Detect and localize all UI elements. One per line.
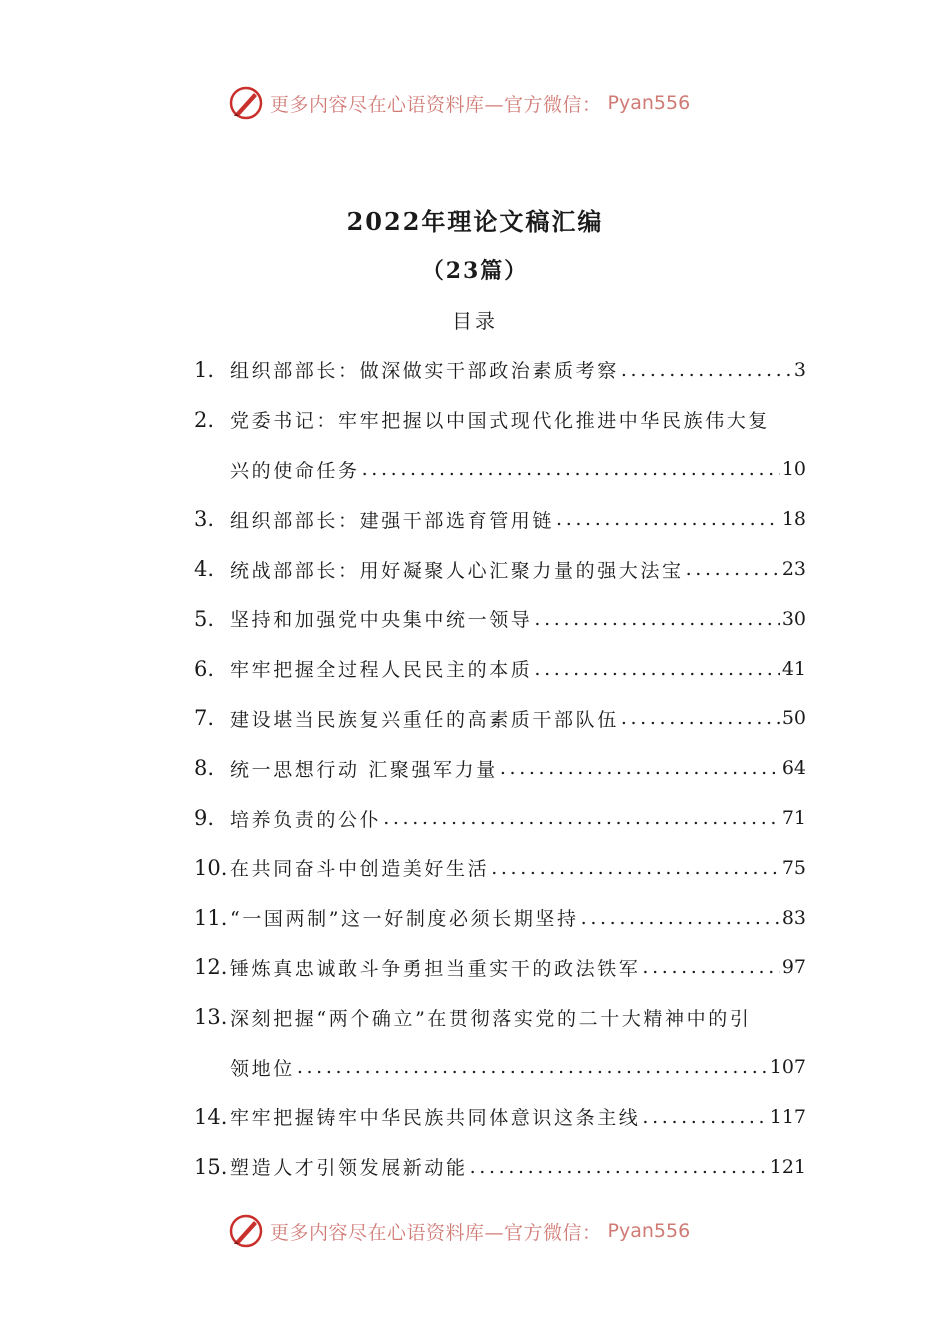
toc-entry-page: 83 bbox=[781, 906, 806, 929]
toc-entry-title: 深刻把握“两个确立”在贯彻落实党的二十大精神中的引 bbox=[230, 1007, 752, 1030]
toc-entry-page: 10 bbox=[781, 458, 806, 481]
toc-dot-leader bbox=[500, 757, 780, 779]
toc-entry-page: 117 bbox=[769, 1105, 806, 1128]
toc-entry-title: 坚持和加强党中央集中统一领导 bbox=[230, 609, 533, 632]
toc-entry-page: 30 bbox=[781, 607, 806, 630]
toc-entry[interactable] bbox=[194, 494, 806, 544]
toc-entry-page: 18 bbox=[781, 508, 806, 531]
watermark-wechat-id: Pyan556 bbox=[607, 92, 691, 114]
toc-entry-title: 统一思想行动 汇聚强军力量 bbox=[230, 758, 498, 781]
toc-entry-page: 50 bbox=[781, 707, 806, 730]
toc-entry[interactable] bbox=[194, 992, 806, 1042]
toc-entry-continuation[interactable] bbox=[194, 445, 806, 495]
toc-entry[interactable] bbox=[194, 893, 806, 943]
toc-dot-leader bbox=[581, 907, 780, 929]
toc-entry-title: “一国两制”这一好制度必须长期坚持 bbox=[230, 908, 579, 931]
toc-entry[interactable] bbox=[194, 345, 806, 395]
document-title: 2022年理论文稿汇编 bbox=[346, 207, 604, 236]
toc-dot-leader bbox=[621, 359, 792, 381]
toc-entry[interactable] bbox=[194, 544, 806, 594]
toc-dot-leader bbox=[534, 608, 779, 630]
toc-entry[interactable] bbox=[194, 1142, 806, 1192]
toc-entry-title-cont: 领地位 bbox=[230, 1057, 295, 1080]
toc-entry-number: 6. bbox=[194, 656, 215, 681]
watermark-wechat-id: Pyan556 bbox=[607, 1220, 691, 1242]
table-of-contents bbox=[194, 345, 806, 1192]
toc-dot-leader bbox=[642, 1106, 767, 1128]
toc-dot-leader bbox=[362, 458, 780, 480]
toc-entry-title: 在共同奋斗中创造美好生活 bbox=[230, 858, 490, 881]
toc-entry-continuation[interactable] bbox=[194, 1042, 806, 1092]
pen-logo-icon bbox=[228, 85, 264, 121]
toc-dot-leader bbox=[556, 508, 780, 530]
toc-entry-number: 2. bbox=[194, 407, 215, 432]
toc-entry-title: 党委书记：牢牢把握以中国式现代化推进中华民族伟大复 bbox=[230, 410, 771, 433]
toc-entry-page: 97 bbox=[781, 956, 806, 979]
toc-entry-title: 锤炼真忠诚敢斗争勇担当重实干的政法铁军 bbox=[230, 957, 641, 980]
toc-entry-page: 64 bbox=[781, 757, 806, 780]
watermark-footer bbox=[228, 1211, 690, 1251]
toc-entry-number: 15. bbox=[194, 1154, 228, 1179]
toc-entry-number: 10. bbox=[194, 855, 228, 880]
toc-entry[interactable] bbox=[194, 395, 806, 445]
toc-heading: 目录 bbox=[452, 309, 498, 333]
toc-entry-page: 107 bbox=[769, 1056, 806, 1079]
toc-dot-leader bbox=[642, 956, 779, 978]
toc-dot-leader bbox=[491, 857, 780, 879]
toc-entry-page: 75 bbox=[781, 856, 806, 879]
toc-dot-leader bbox=[534, 658, 779, 680]
toc-entry-number: 8. bbox=[194, 756, 215, 781]
toc-entry-page: 3 bbox=[793, 358, 806, 381]
toc-entry[interactable] bbox=[194, 594, 806, 644]
toc-entry-number: 1. bbox=[194, 357, 215, 382]
toc-entry-title: 牢牢把握全过程人民民主的本质 bbox=[230, 659, 533, 682]
toc-entry-number: 11. bbox=[194, 905, 228, 930]
toc-entry-page: 121 bbox=[769, 1155, 806, 1178]
toc-dot-leader bbox=[297, 1056, 768, 1078]
watermark-text: 更多内容尽在心语资料库—官方微信： bbox=[270, 1221, 602, 1244]
toc-entry-title: 建设堪当民族复兴重任的高素质干部队伍 bbox=[230, 708, 619, 731]
toc-entry[interactable] bbox=[194, 943, 806, 993]
toc-entry-title: 培养负责的公仆 bbox=[230, 808, 382, 831]
toc-entry-number: 7. bbox=[194, 706, 215, 731]
toc-entry-title: 组织部部长：建强干部选育管用链 bbox=[230, 509, 555, 532]
toc-entry-page: 41 bbox=[781, 657, 806, 680]
toc-entry-number: 14. bbox=[194, 1104, 228, 1129]
toc-entry-page: 23 bbox=[781, 558, 806, 581]
toc-dot-leader bbox=[686, 558, 780, 580]
toc-entry[interactable] bbox=[194, 644, 806, 694]
toc-entry-page: 71 bbox=[781, 807, 806, 830]
toc-entry[interactable] bbox=[194, 843, 806, 893]
watermark-text: 更多内容尽在心语资料库—官方微信： bbox=[270, 93, 602, 116]
toc-entry-number: 12. bbox=[194, 955, 228, 980]
toc-entry-title: 塑造人才引领发展新动能 bbox=[230, 1157, 468, 1180]
pen-logo-icon bbox=[228, 1213, 264, 1249]
toc-entry-title: 统战部部长：用好凝聚人心汇聚力量的强大法宝 bbox=[230, 559, 684, 582]
document-subtitle: （23篇） bbox=[421, 258, 529, 284]
toc-entry-number: 4. bbox=[194, 557, 215, 582]
toc-entry[interactable] bbox=[194, 793, 806, 843]
toc-entry[interactable] bbox=[194, 694, 806, 744]
toc-entry-number: 3. bbox=[194, 507, 215, 532]
toc-dot-leader bbox=[621, 707, 780, 729]
toc-entry[interactable] bbox=[194, 1092, 806, 1142]
toc-entry-title: 牢牢把握铸牢中华民族共同体意识这条主线 bbox=[230, 1107, 641, 1130]
toc-dot-leader bbox=[470, 1156, 768, 1178]
watermark-header bbox=[228, 83, 690, 123]
toc-entry-number: 9. bbox=[194, 806, 215, 831]
toc-dot-leader bbox=[383, 807, 780, 829]
toc-entry[interactable] bbox=[194, 743, 806, 793]
toc-entry-number: 5. bbox=[194, 606, 215, 631]
toc-entry-title: 组织部部长：做深做实干部政治素质考察 bbox=[230, 360, 619, 383]
toc-entry-number: 13. bbox=[194, 1005, 228, 1030]
toc-entry-title-cont: 兴的使命任务 bbox=[230, 459, 360, 482]
